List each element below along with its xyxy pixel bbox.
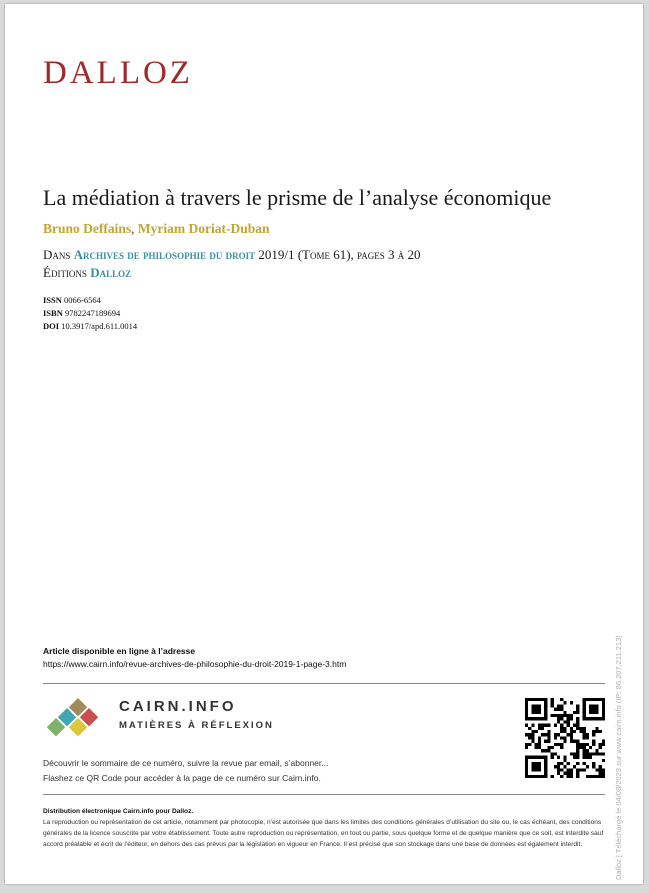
issue-info: 2019/1 (Tome 61), pages 3 à 20 xyxy=(255,247,421,262)
issn-label: ISSN xyxy=(43,295,62,305)
legal-heading: Distribution électronique Cairn.info pour Dalloz. xyxy=(43,808,194,815)
publisher-link[interactable]: Dalloz xyxy=(90,265,132,280)
availability-block xyxy=(43,645,346,671)
doi-label: DOI xyxy=(43,321,60,331)
cairn-logo[interactable] xyxy=(43,694,274,742)
issn-line xyxy=(43,294,137,307)
article-url-link[interactable]: https://www.cairn.info/revue-archives-de-philosophie-du-droit-2019-1-page-3.htm xyxy=(43,659,347,669)
publication-line xyxy=(43,247,420,263)
isbn-line xyxy=(43,307,137,320)
cairn-diamonds-icon xyxy=(43,694,113,740)
identifiers xyxy=(43,294,137,333)
author-list xyxy=(43,221,270,237)
revue-link[interactable]: Archives de philosophie du droit xyxy=(73,247,256,262)
dalloz-logo: DALLOZ xyxy=(43,55,193,91)
issn-value: 0066-6564 xyxy=(61,295,101,305)
doi-value[interactable]: 10.3917/apd.611.0014 xyxy=(59,321,138,331)
article-title: La médiation à travers le prisme de l’analyse économique xyxy=(43,185,552,210)
editions-prefix: Éditions xyxy=(43,265,91,280)
document-page xyxy=(5,4,643,884)
legal-text: La reproduction ou représentation de cet article, notamment par photocopie, n’est autorisée que dans les limites des conditions générales d’utilisation du site ou, le cas échéant, des conditions générales de la licence souscrite par votre établissement. Toute autre reproduction ou représentation, en tout ou partie, sous quelque forme et de quelque manière que ce soit, est interdite sauf accord préalable et écrit de l’éditeur, en dehors des cas prévus par la législation en vigueur en France. Il est précisé que son stockage dans une base de données est également interdit. xyxy=(43,819,604,848)
qr-code-icon[interactable] xyxy=(525,698,605,778)
isbn-value: 9782247189694 xyxy=(62,308,121,318)
availability-label: Article disponible en ligne à l’adresse xyxy=(43,646,196,656)
download-watermark: Dalloz | Téléchargé le 04/08/2023 sur www.cairn.info (IP: 86.207.211.213) xyxy=(614,635,623,880)
dans-prefix: Dans xyxy=(43,247,74,262)
cairn-name: CAIRN.INFO xyxy=(119,698,237,715)
discover-text xyxy=(43,756,328,786)
cairn-tagline: MATIÈRES À RÉFLEXION xyxy=(119,720,274,731)
author-link[interactable]: Bruno Deffains xyxy=(43,221,132,236)
divider xyxy=(43,794,605,795)
discover-line: Découvrir le sommaire de ce numéro, suivre la revue par email, s’abonner... xyxy=(43,758,329,768)
qr-instruction: Flashez ce QR Code pour accéder à la page de ce numéro sur Cairn.info. xyxy=(43,773,321,783)
divider xyxy=(43,683,605,684)
doi-line xyxy=(43,320,137,333)
editions-line xyxy=(43,265,131,281)
author-separator: , xyxy=(131,221,138,236)
isbn-label: ISBN xyxy=(43,308,63,318)
author-link[interactable]: Myriam Doriat-Duban xyxy=(137,221,270,236)
legal-notice xyxy=(43,806,608,850)
